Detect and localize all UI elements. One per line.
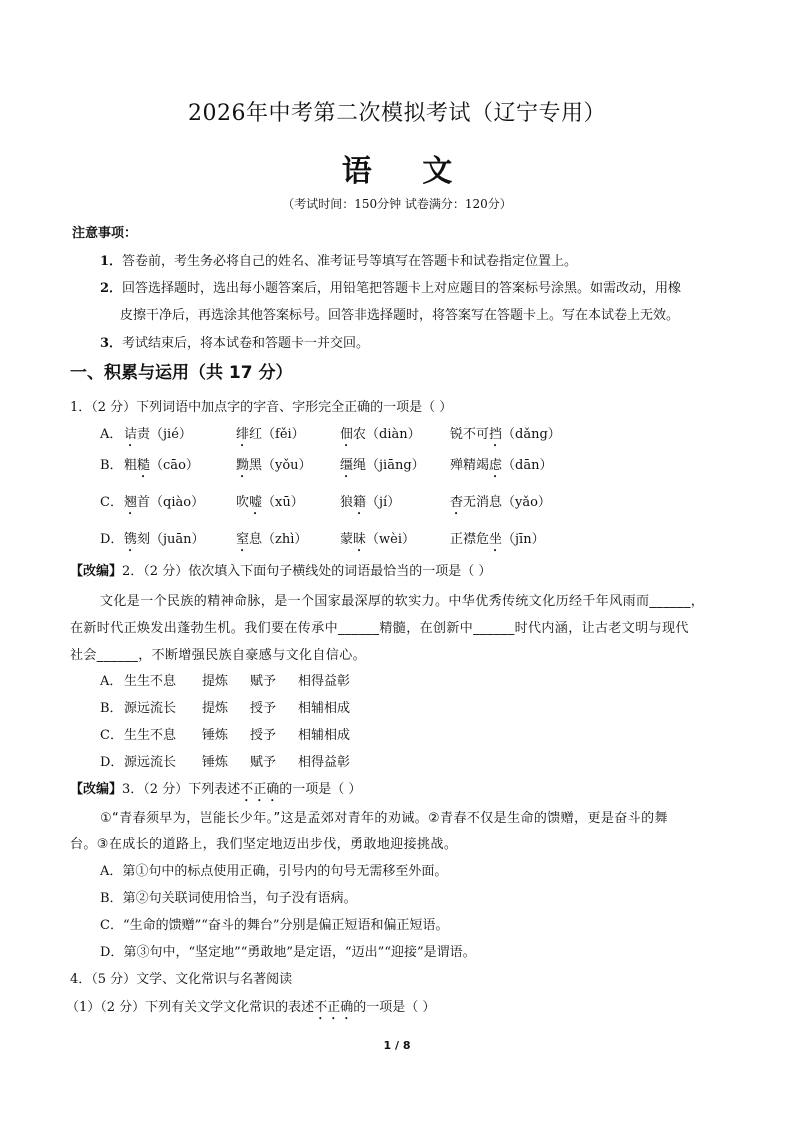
option-label: B． bbox=[100, 458, 123, 473]
option-word: 佃农（diàn） bbox=[340, 427, 421, 442]
option-word: 翘首（qiào） bbox=[124, 495, 205, 510]
option-word: 相辅相成 bbox=[298, 701, 351, 716]
option-label: D． bbox=[100, 532, 124, 547]
stem-text: 3．（2 分）下列表述 bbox=[122, 782, 241, 797]
option-word: 镌刻（juān） bbox=[124, 532, 205, 547]
option-label: C． bbox=[100, 918, 123, 933]
option-word: 源远流长 bbox=[124, 701, 177, 716]
q2-option-b bbox=[100, 697, 500, 717]
adapted-tag: 【改编】 bbox=[70, 782, 123, 797]
q2-option-c bbox=[100, 724, 500, 744]
q1-option-a bbox=[100, 423, 720, 445]
q2-passage-line: 文化是一个民族的精神命脉，是一个国家最深厚的软实力。中华优秀传统文化历经千年风雨而______， bbox=[100, 594, 705, 609]
option-word: 锤炼 bbox=[202, 755, 229, 770]
option-word: 提炼 bbox=[202, 674, 229, 689]
stem-text: 的一项是（ ） bbox=[353, 1000, 436, 1015]
section-heading: 一、积累与运用（共 17 分） bbox=[70, 363, 293, 383]
q3-option-c bbox=[100, 914, 449, 933]
stem-text: （1）（2 分）下列有关文学文化常识的表述 bbox=[66, 1000, 315, 1015]
option-word: 杳无消息（yǎo） bbox=[450, 495, 551, 510]
q1-option-b bbox=[100, 454, 720, 476]
notice-text: 答卷前，考生务必将自己的姓名、准考证号等填写在答题卡和试卷指定位置上。 bbox=[122, 254, 578, 269]
notice-item-3 bbox=[100, 332, 369, 351]
notice-number: 2． bbox=[100, 281, 123, 296]
option-label: A． bbox=[100, 864, 123, 879]
stem-text: 的一项是（ ） bbox=[279, 782, 362, 797]
option-text: 第②句关联词使用恰当，句子没有语病。 bbox=[122, 891, 357, 906]
stem-emphasis: 不正确 bbox=[314, 1000, 354, 1015]
adapted-tag: 【改编】 bbox=[70, 564, 123, 579]
option-word: 窒息（zhì） bbox=[236, 532, 308, 547]
option-word: 蒙昧（wèi） bbox=[340, 532, 416, 547]
page-number: 1 / 8 bbox=[383, 1039, 411, 1052]
q1-option-d bbox=[100, 528, 720, 550]
option-label: D． bbox=[100, 755, 124, 770]
option-word: 相得益彰 bbox=[298, 674, 351, 689]
option-word: 提炼 bbox=[202, 701, 229, 716]
stem-text: 2．（2 分）依次填入下面句子横线处的词语最恰当的一项是（ ） bbox=[122, 564, 492, 579]
exam-title: 2026年中考第二次模拟考试（辽宁专用） bbox=[188, 101, 606, 126]
notice-item-1 bbox=[100, 250, 577, 269]
option-label: B． bbox=[100, 891, 123, 906]
notice-number: 1． bbox=[100, 254, 123, 269]
option-word: 赋予 bbox=[250, 674, 277, 689]
exam-info: （考试时间：150分钟 试卷满分：120分） bbox=[282, 197, 512, 211]
notice-text: 回答选择题时，选出每小题答案后，用铅笔把答题卡上对应题目的答案标号涂黑。如需改动，用橡 bbox=[122, 281, 682, 296]
option-word: 诘责（jié） bbox=[124, 427, 192, 442]
q2-option-d bbox=[100, 751, 500, 771]
option-label: C． bbox=[100, 495, 123, 510]
option-text: “生命的馈赠”“奋斗的舞台”分别是偏正短语和偏正短语。 bbox=[122, 918, 449, 933]
option-word: 赋予 bbox=[250, 755, 277, 770]
option-word: 授予 bbox=[250, 728, 277, 743]
notice-text: 考试结束后，将本试卷和答题卡一并交回。 bbox=[122, 336, 370, 351]
option-word: 生生不息 bbox=[124, 674, 177, 689]
q3-option-d bbox=[100, 941, 476, 960]
option-word: 粗糙（cāo） bbox=[124, 458, 199, 473]
option-word: 相得益彰 bbox=[298, 755, 351, 770]
option-word: 绯红（fěi） bbox=[236, 427, 305, 442]
option-text: 第①句中的标点使用正确，引号内的句号无需移至外面。 bbox=[122, 864, 448, 879]
option-text: 第③句中，“坚定地”“勇敢地”是定语，“迈出”“迎接”是谓语。 bbox=[123, 945, 476, 960]
q1-stem: 1．（2 分）下列词语中加点字的字音、字形完全正确的一项是（ ） bbox=[70, 400, 453, 415]
q2-option-a bbox=[100, 670, 500, 690]
option-label: A． bbox=[100, 674, 123, 689]
q1-option-c bbox=[100, 491, 720, 513]
subject-title: 语 文 bbox=[341, 154, 473, 189]
notice-item-2-cont: 皮擦干净后，再选涂其他答案标号。回答非选择题时，将答案写在答题卡上。写在本试卷上无效。 bbox=[120, 308, 680, 323]
option-word: 狼籍（jí） bbox=[340, 495, 401, 510]
q4-sub1-stem bbox=[66, 996, 435, 1023]
q3-passage-line: ①“青春须早为，岂能长少年。”这是孟郊对青年的劝诫。②青春不仅是生命的馈赠，更是奋斗的舞 bbox=[100, 811, 668, 826]
stem-emphasis: 不正确 bbox=[240, 782, 280, 797]
option-word: 殚精竭虑（dān） bbox=[450, 458, 553, 473]
option-word: 缰绳（jiāng） bbox=[340, 458, 425, 473]
option-word: 吹嘘（xū） bbox=[236, 495, 304, 510]
q3-option-a bbox=[100, 860, 447, 879]
option-word: 正襟危坐（jīn） bbox=[450, 532, 545, 547]
q2-passage-line: 在新时代正焕发出蓬勃生机。我们要在传承中______精髓，在创新中______时代内涵，让古老文明与现代 bbox=[70, 621, 689, 636]
notice-number: 3． bbox=[100, 336, 123, 351]
q3-passage-line: 台。③在成长的道路上，我们坚定地迈出步伐，勇敢地迎接挑战。 bbox=[70, 837, 458, 852]
notice-item-2 bbox=[100, 277, 681, 296]
q4-stem: 4．（5 分）文学、文化常识与名著阅读 bbox=[70, 972, 293, 987]
option-label: C． bbox=[100, 728, 123, 743]
option-word: 授予 bbox=[250, 701, 277, 716]
q2-passage-line: 社会______，不断增强民族自豪感与文化自信心。 bbox=[70, 648, 367, 663]
q2-stem bbox=[70, 560, 491, 579]
option-word: 锤炼 bbox=[202, 728, 229, 743]
option-word: 源远流长 bbox=[124, 755, 177, 770]
option-word: 锐不可挡（dǎng） bbox=[450, 427, 561, 442]
option-word: 生生不息 bbox=[124, 728, 177, 743]
q3-option-b bbox=[100, 887, 357, 906]
option-word: 相辅相成 bbox=[298, 728, 351, 743]
option-label: D． bbox=[100, 945, 124, 960]
option-word: 黝黑（yǒu） bbox=[236, 458, 312, 473]
notice-heading: 注意事项： bbox=[72, 226, 138, 241]
option-label: A． bbox=[100, 427, 123, 442]
q3-stem bbox=[70, 778, 361, 805]
option-label: B． bbox=[100, 701, 123, 716]
